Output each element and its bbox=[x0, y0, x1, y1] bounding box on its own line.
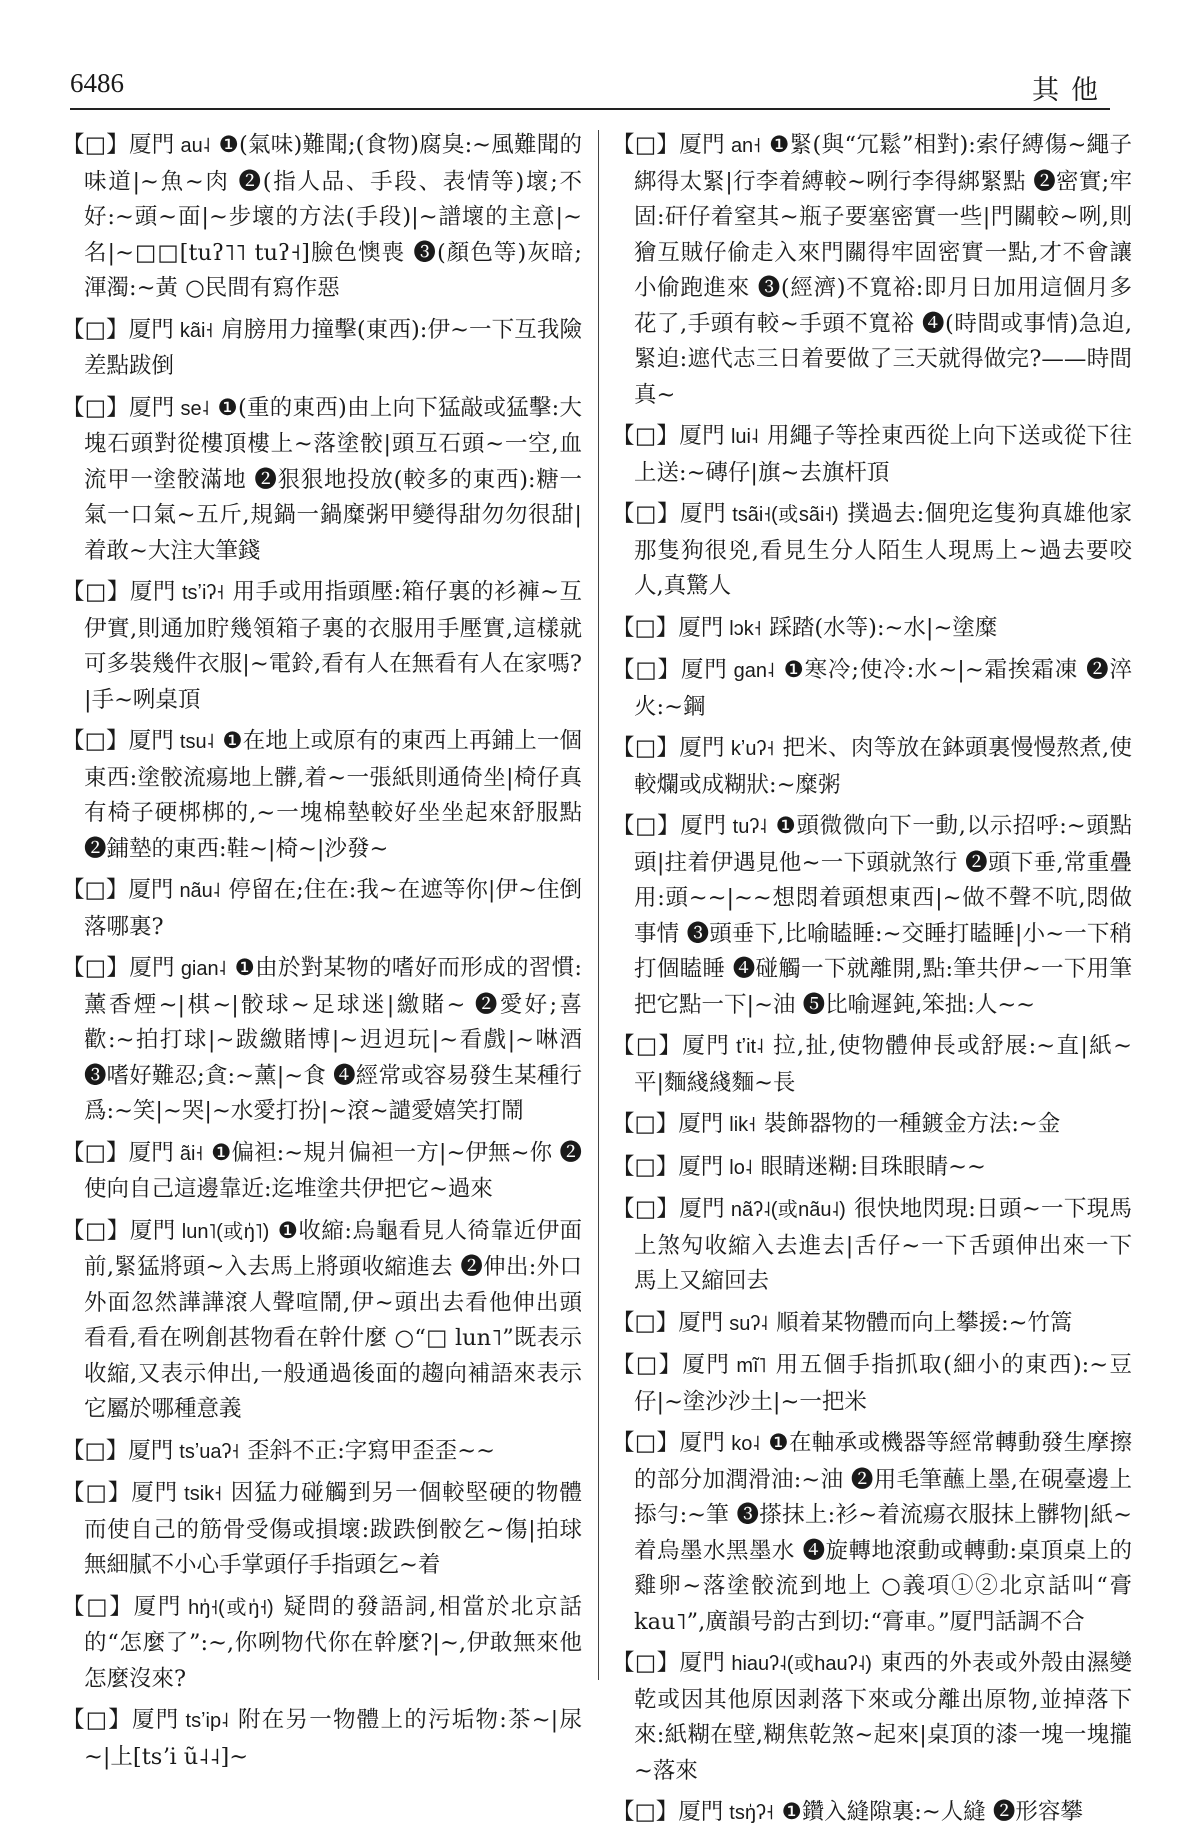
right-column bbox=[612, 128, 1132, 1838]
entry-headword: 【□】 bbox=[612, 423, 680, 449]
entry-dialect: 厦門 bbox=[131, 1480, 179, 1506]
entry-dialect: 厦門 bbox=[678, 1309, 724, 1336]
entry-pronunciation: lun˥(或ŋ̍˥) bbox=[181, 1220, 270, 1243]
entry-headword: 【□】 bbox=[62, 1707, 133, 1733]
entry-headword: 【□】 bbox=[612, 1309, 679, 1336]
entry-pronunciation: tsu˨ bbox=[179, 731, 215, 753]
entry-headword: 【□】 bbox=[612, 501, 681, 527]
entry-headword: 【□】 bbox=[62, 394, 129, 421]
entry-pronunciation: kãi˧ bbox=[179, 319, 214, 342]
entry-pronunciation: tsʼuaʔ˧ bbox=[179, 1440, 240, 1463]
entry-pronunciation: hiauʔ˨(或hauʔ˨) bbox=[731, 1653, 872, 1675]
entry-definition: 很快地閃現:日頭~一下現馬上煞勼收縮入去進去|舌仔~一下舌頭伸出來一下馬上又縮回去 bbox=[634, 1196, 1132, 1294]
entry-definition: 附在另一物體上的污垢物:茶~|尿~|上[tsʼi ũ˨˨]~ bbox=[84, 1707, 582, 1770]
left-column bbox=[62, 128, 582, 1781]
entry-pronunciation: se˨ bbox=[180, 397, 210, 420]
entry-headword: 【□】 bbox=[612, 1650, 680, 1676]
dictionary-entry bbox=[612, 1029, 1132, 1101]
dictionary-entry bbox=[62, 391, 582, 570]
entry-pronunciation: suʔ˨ bbox=[729, 1312, 769, 1335]
dictionary-entry bbox=[62, 873, 582, 945]
entry-headword: 【□】 bbox=[612, 1430, 680, 1456]
dictionary-entry bbox=[612, 1795, 1132, 1832]
entry-pronunciation: tʼit˨ bbox=[736, 1036, 764, 1058]
entry-pronunciation: tsŋ̍ʔ˧ bbox=[729, 1802, 774, 1824]
dictionary-entry bbox=[62, 128, 582, 307]
entry-definition: ❶在地上或原有的東西上再鋪上一個東西:塗骹流瘍地上髒,着~一張紙則通倚坐|椅仔真有椅子硬梆梆的,~一塊棉墊較好坐坐起來舒服點 ❷鋪墊的東西:鞋~|椅~|沙發~ bbox=[84, 728, 582, 862]
entry-definition: 踩踏(水等):~水|~塗糜 bbox=[769, 614, 998, 641]
dictionary-entry bbox=[612, 1646, 1132, 1789]
entry-pronunciation: tsãi˧(或sãi˧) bbox=[732, 504, 839, 526]
entry-dialect: 厦門 bbox=[679, 1650, 726, 1676]
entry-headword: 【□】 bbox=[612, 735, 680, 761]
column-divider bbox=[598, 130, 599, 1680]
dictionary-entry bbox=[612, 1306, 1132, 1343]
entry-dialect: 厦門 bbox=[682, 1033, 731, 1059]
entry-headword: 【□】 bbox=[62, 579, 130, 605]
entry-definition: ❶(重的東西)由上向下猛敲或猛擊:大塊石頭對從樓頂樓上~落塗骹|頭互石頭~一空,血流甲一塗骹滿地 ❷狠狠地投放(較多的東西):糖一氣一口氣~五斤,規鍋一鍋糜粥甲變得甜勿勿很甜|着敢~大注大筆錢 bbox=[84, 394, 582, 564]
dictionary-entry bbox=[612, 1192, 1132, 1300]
entry-headword: 【□】 bbox=[612, 813, 681, 839]
entry-headword: 【□】 bbox=[62, 1437, 129, 1464]
entry-headword: 【□】 bbox=[612, 1352, 683, 1378]
entry-definition: 停留在;住在:我~在遮等你|伊~住倒落哪裏? bbox=[84, 877, 582, 940]
entry-definition: ❶(氣味)難聞;(食物)腐臭:~風難聞的味道|~魚~肉 ❷(指人品、手段、表情等)壞;不好:~頭~面|~步壞的方法(手段)|~譜壞的主意|~名|~□□[tuʔ˥˥ tuʔ˧]臉色懊喪 ❸(顏色等)灰暗;渾濁:~黃 ○民間有寫作惡 bbox=[84, 132, 582, 301]
dictionary-entry bbox=[612, 1150, 1132, 1187]
entry-headword: 【□】 bbox=[62, 132, 129, 158]
entry-definition: 疑問的發語詞,相當於北京話的“怎麼了”:~,你咧物代你在幹麼?|~,伊敢無來他怎麼沒來? bbox=[84, 1593, 582, 1692]
entry-headword: 【□】 bbox=[612, 1153, 679, 1180]
entry-headword: 【□】 bbox=[62, 955, 130, 981]
entry-pronunciation: nãu˨ bbox=[179, 880, 221, 902]
entry-dialect: 厦門 bbox=[680, 813, 727, 839]
entry-pronunciation: nãʔ˨(或nãu˨) bbox=[730, 1199, 846, 1221]
dictionary-entry bbox=[612, 1426, 1132, 1640]
entry-dialect: 厦門 bbox=[679, 423, 725, 449]
entry-headword: 【□】 bbox=[612, 1111, 679, 1137]
entry-pronunciation: gian˨ bbox=[180, 958, 227, 980]
entry-definition: ❶在軸承或機器等經常轉動發生摩擦的部分加潤滑油:~油 ❷用毛筆蘸上墨,在硯臺邊上掭勻:~筆 ❸搽抹上:衫~着流瘍衣服抹上髒物|紙~着烏墨水黑墨水 ❹旋轉地滾動或轉動:桌頂桌上的雞卵~落塗骹流到地上 ○義項①②北京話叫“膏 kau˥”,廣韻号韵古到切:“膏車。”厦門話調不合 bbox=[634, 1430, 1133, 1635]
entry-dialect: 厦門 bbox=[682, 1352, 731, 1378]
entry-dialect: 厦門 bbox=[129, 394, 175, 421]
entry-definition: ❶由於對某物的嗜好而形成的習慣:薰香煙~|棋~|骹球~足球迷|繳賭~ ❷愛好;喜歡:~拍打球|~跋繳賭博|~迌迌玩|~看戲|~啉酒 ❸嗜好難忍;貪:~薰|~食 ❹經常或容易發生某種行爲:~笑|~哭|~水愛打扮|~滾~譴愛嬉笑打鬧 bbox=[84, 955, 582, 1124]
entry-definition: 用五個手指抓取(細小的東西):~豆仔|~塗沙沙土|~一把米 bbox=[634, 1352, 1132, 1415]
entry-dialect: 厦門 bbox=[679, 735, 725, 761]
entry-definition: 拉,扯,使物體伸長或舒展:~直|紙~平|麵綫綫麵~長 bbox=[634, 1033, 1132, 1096]
dictionary-entry bbox=[62, 1214, 582, 1428]
dictionary-entry bbox=[612, 611, 1132, 648]
dictionary-entry bbox=[62, 724, 582, 867]
entry-dialect: 厦門 bbox=[128, 132, 175, 158]
entry-headword: 【□】 bbox=[612, 657, 681, 683]
dictionary-entry bbox=[612, 653, 1132, 725]
entry-dialect: 厦門 bbox=[129, 1217, 176, 1244]
entry-headword: 【□】 bbox=[62, 316, 129, 343]
entry-headword: 【□】 bbox=[62, 1217, 130, 1244]
entry-dialect: 厦門 bbox=[679, 132, 725, 158]
entry-headword: 【□】 bbox=[62, 877, 129, 903]
dictionary-entry bbox=[62, 1476, 582, 1584]
entry-definition: ❶頭微微向下一動,以示招呼:~頭點頭|拄着伊遇見他~一下頭就煞行 ❷頭下垂,常重疊用:頭~~|~~想悶着頭想東西|~做不聲不吭,悶做事情 ❸頭垂下,比喻瞌睡:~交睡打瞌睡|小~一下稍打個瞌睡 ❹碰觸一下就離開,點:筆共伊~一下用筆把它點一下|~油 ❺比喻遲鈍,笨拙:人~~ bbox=[634, 813, 1132, 1018]
dictionary-entry bbox=[612, 1348, 1132, 1420]
entry-headword: 【□】 bbox=[62, 1480, 132, 1506]
dictionary-entry bbox=[612, 128, 1132, 413]
entry-definition: ❶鑽入縫隙裏:~人縫 ❷形容攀 bbox=[781, 1799, 1083, 1825]
entry-definition: 用手或用指頭壓:箱仔裏的衫褲~互伊實,則通加貯幾領箱子裏的衣服用手壓實,這樣就可多裝幾件衣服|~電鈴,看有人在無看有人在家嗎?|手~咧桌頂 bbox=[84, 579, 582, 713]
dictionary-entry bbox=[62, 1136, 582, 1208]
entry-dialect: 厦門 bbox=[678, 614, 724, 641]
entry-pronunciation: an˧ bbox=[730, 135, 761, 157]
entry-definition: 把米、肉等放在鉢頭裏慢慢熬煮,使較爛或成糊狀:~糜粥 bbox=[634, 735, 1132, 798]
entry-definition: 肩膀用力撞擊(東西):伊~一下互我險差點跋倒 bbox=[84, 316, 582, 379]
dictionary-entry bbox=[62, 951, 582, 1130]
entry-pronunciation: tsʼiʔ˧ bbox=[181, 582, 225, 604]
entry-dialect: 厦門 bbox=[679, 1196, 725, 1222]
entry-definition: 用繩子等拴東西從上向下送或從下往上送:~磚仔|旗~去旗杆頂 bbox=[634, 423, 1132, 486]
entry-definition: ❶偏袒:~規爿偏袒一方|~伊無~你 ❷使向自己這邊靠近:迄堆塗共伊把它~過來 bbox=[84, 1139, 582, 1202]
section-title: 其他 bbox=[1032, 75, 1110, 106]
entry-dialect: 厦門 bbox=[129, 579, 176, 605]
entry-dialect: 厦門 bbox=[680, 657, 728, 683]
entry-headword: 【□】 bbox=[612, 132, 680, 158]
entry-dialect: 厦門 bbox=[128, 728, 174, 754]
entry-pronunciation: au˨ bbox=[180, 135, 211, 157]
entry-pronunciation: mĩ˥ bbox=[736, 1355, 767, 1377]
entry-definition: 因猛力碰觸到另一個較堅硬的物體而使自己的筋骨受傷或損壞:跋跌倒骹乞~傷|拍球無細膩不小心手掌頭仔手指頭乞~着 bbox=[84, 1480, 582, 1578]
page-number: 6486 bbox=[70, 68, 124, 98]
entry-dialect: 厦門 bbox=[129, 955, 175, 981]
entry-pronunciation: tuʔ˨ bbox=[732, 816, 767, 838]
entry-pronunciation: ko˨ bbox=[731, 1433, 761, 1455]
entry-definition: 撲過去:個兜迄隻狗真雄他家那隻狗很兇,看見生分人陌生人現馬上~過去要咬人,真驚人 bbox=[634, 501, 1132, 599]
entry-dialect: 厦門 bbox=[128, 1139, 174, 1166]
entry-headword: 【□】 bbox=[62, 728, 129, 754]
entry-dialect: 厦門 bbox=[678, 1799, 724, 1825]
entry-pronunciation: tsik˧ bbox=[184, 1483, 222, 1505]
entry-headword: 【□】 bbox=[612, 1033, 683, 1059]
entry-definition: ❶寒冷;使冷:水~|~霜挨霜凍 ❷淬火:~鋼 bbox=[634, 657, 1132, 720]
entry-pronunciation: lik˧ bbox=[729, 1114, 756, 1136]
entry-pronunciation: lo˨ bbox=[729, 1156, 753, 1179]
entry-dialect: 厦門 bbox=[128, 316, 174, 343]
entry-definition: 東西的外表或外殼由濕變乾或因其他原因剥落下來或分離出原物,並掉落下來:紙糊在壁,糊焦乾煞~起來|桌頂的漆一塊一塊攏~落來 bbox=[634, 1650, 1132, 1784]
entry-headword: 【□】 bbox=[62, 1593, 134, 1620]
dictionary-entry bbox=[62, 1703, 582, 1775]
entry-dialect: 厦門 bbox=[678, 1111, 724, 1137]
entry-dialect: 厦門 bbox=[679, 1430, 726, 1456]
entry-definition: 歪斜不正:字寫甲歪歪~~ bbox=[247, 1437, 495, 1464]
dictionary-entry bbox=[612, 419, 1132, 491]
entry-definition: 順着某物體而向上攀援:~竹篙 bbox=[776, 1309, 1073, 1336]
entry-dialect: 厦門 bbox=[680, 501, 727, 527]
entry-dialect: 厦門 bbox=[133, 1593, 183, 1620]
entry-headword: 【□】 bbox=[612, 1196, 680, 1222]
entry-pronunciation: ãi˧ bbox=[179, 1142, 204, 1165]
entry-pronunciation: lɔk˧ bbox=[729, 617, 762, 640]
entry-definition: 眼睛迷糊:目珠眼睛~~ bbox=[760, 1153, 986, 1180]
entry-headword: 【□】 bbox=[612, 614, 679, 641]
dictionary-entry bbox=[62, 1434, 582, 1471]
entry-dialect: 厦門 bbox=[128, 877, 174, 903]
page-header bbox=[70, 68, 1110, 110]
dictionary-entry bbox=[62, 1590, 582, 1698]
dictionary-entry bbox=[612, 809, 1132, 1023]
entry-pronunciation: hŋ̍˧(或ŋ̍˧) bbox=[188, 1596, 274, 1619]
dictionary-entry bbox=[612, 731, 1132, 803]
entry-definition: ❶緊(與“冗鬆”相對):索仔縛傷~繩子綁得太緊|行李着縛較~咧行李得綁緊點 ❷密實;牢固:矸仔着窒其~瓶子要塞密實一些|門關較~咧,則獪互賊仔偷走入來門關得牢固密實一點,才不會讓小偷跑進來 ❸(經濟)不寬裕:即月日加用這個月多花了,手頭有較~手頭不寬裕 ❹(時間或事情)急迫,緊迫:遮代志三日着要做了三天就得做完?——時間真~ bbox=[634, 132, 1132, 408]
entry-pronunciation: gan˨ bbox=[733, 660, 775, 682]
dictionary-entry bbox=[612, 1107, 1132, 1144]
dictionary-entry bbox=[612, 497, 1132, 605]
entry-headword: 【□】 bbox=[62, 1139, 129, 1166]
entry-pronunciation: lui˨ bbox=[730, 426, 759, 448]
entry-dialect: 厦門 bbox=[678, 1153, 724, 1180]
entry-dialect: 厦門 bbox=[132, 1707, 180, 1733]
entry-headword: 【□】 bbox=[612, 1799, 679, 1825]
entry-pronunciation: tsʼip˨ bbox=[185, 1710, 229, 1732]
dictionary-entry bbox=[62, 575, 582, 718]
entry-definition: ❶收縮:烏龜看見人徛靠近伊面前,緊猛將頭~入去馬上將頭收縮進去 ❷伸出:外口外面忽然譁譁滾人聲喧鬧,伊~頭出去看他伸出頭看看,看在咧創甚物看在幹什麼 ○“□ lun˥”既表示收縮,又表示伸出,一般通過後面的趨向補語來表示它屬於哪種意義 bbox=[84, 1217, 582, 1422]
dictionary-entry bbox=[62, 313, 582, 385]
entry-dialect: 厦門 bbox=[128, 1437, 174, 1464]
entry-definition: 裝飾器物的一種鍍金方法:~金 bbox=[763, 1111, 1061, 1137]
entry-pronunciation: kʼuʔ˧ bbox=[730, 738, 775, 760]
